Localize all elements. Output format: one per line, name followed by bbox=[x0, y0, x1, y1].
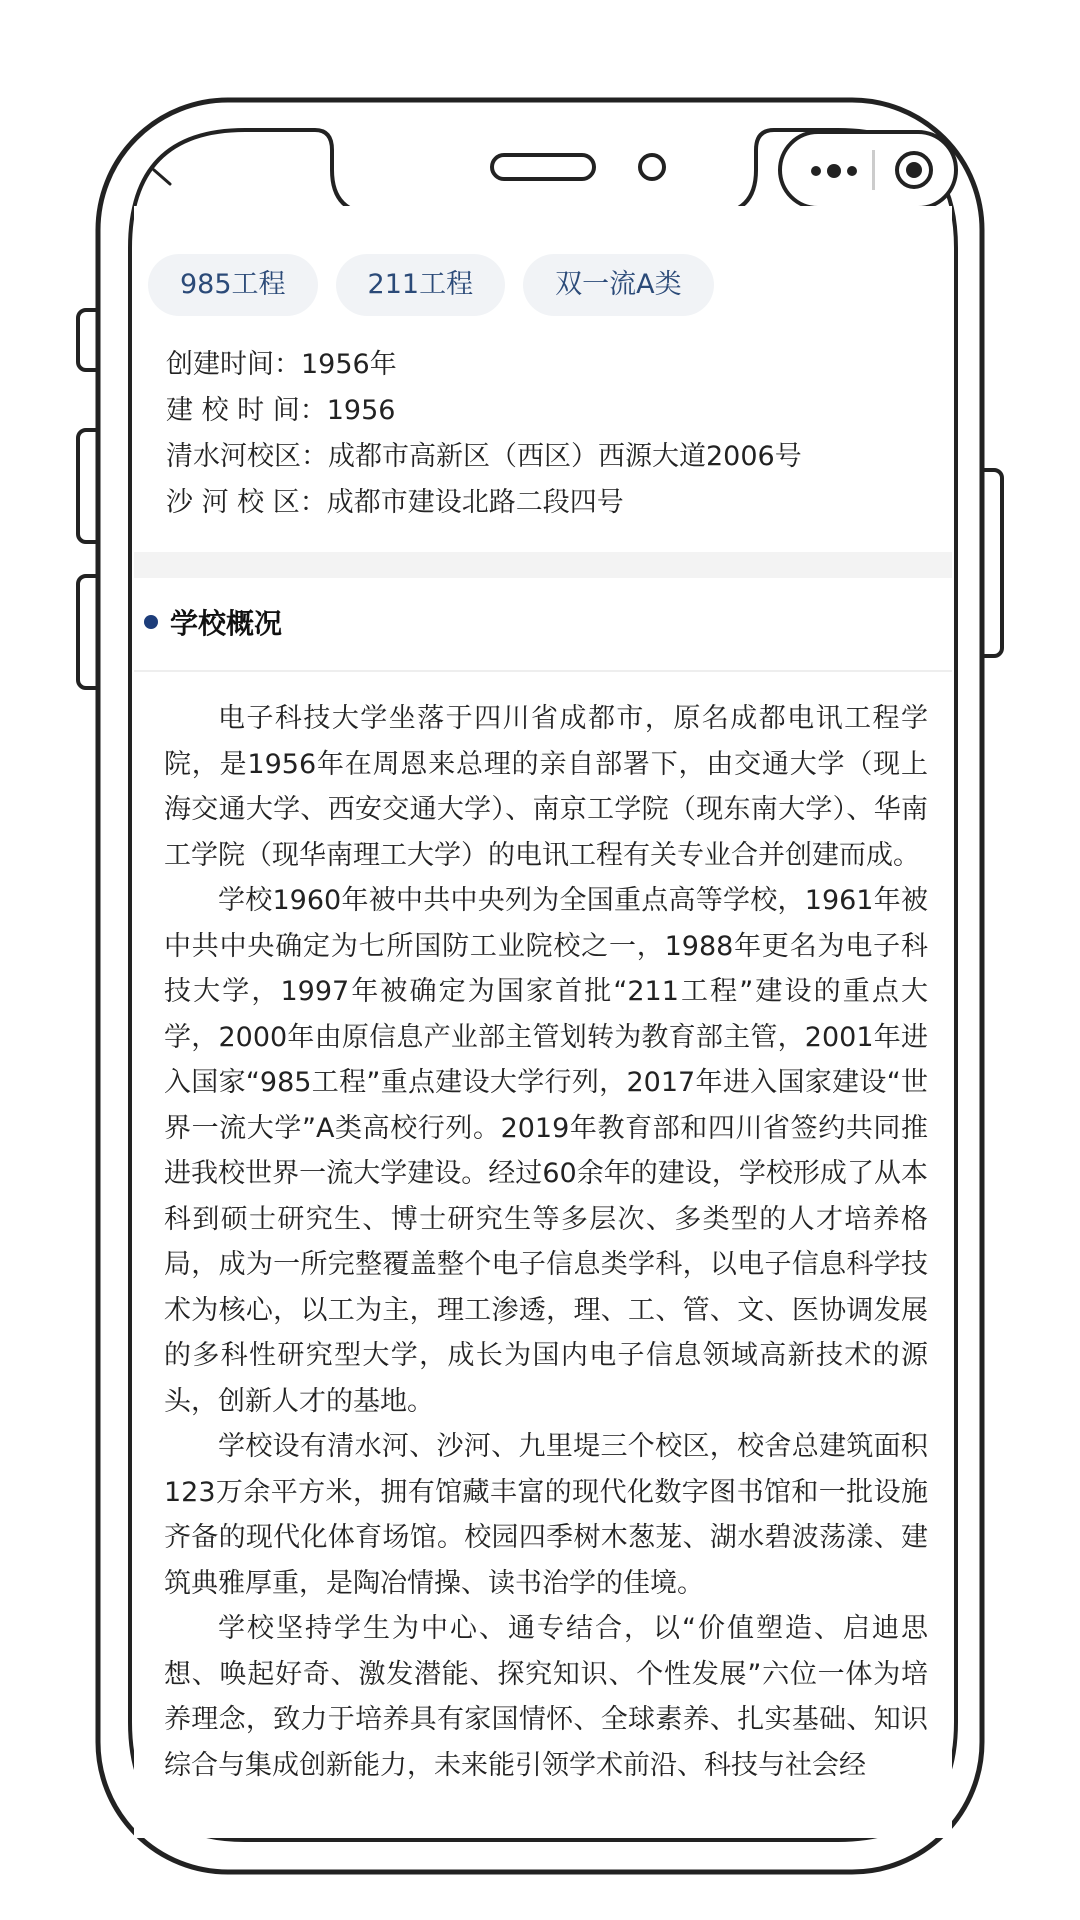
screen-content bbox=[134, 206, 952, 1838]
info-value: 成都市高新区（西区）西源大道2006号 bbox=[328, 441, 802, 472]
section-divider bbox=[134, 670, 952, 672]
capsule-divider bbox=[872, 150, 875, 190]
info-row-established bbox=[166, 388, 946, 434]
section-title: 学校概况 bbox=[170, 607, 283, 640]
info-value: 1956年 bbox=[301, 349, 397, 380]
info-value: 成都市建设北路二段四号 bbox=[326, 487, 624, 518]
speaker-grille bbox=[492, 155, 594, 179]
menu-capsule bbox=[778, 130, 958, 210]
paragraph: 学校设有清水河、沙河、九里堤三个校区，校舍总建筑面积123万余平方米，拥有馆藏丰富的现代化数字图书馆和一批设施齐备的现代化体育场馆。校园四季树木葱茏、湖水碧波荡漾、建筑典雅厚重，是陶冶情操、读书治学的佳境。 bbox=[164, 1431, 928, 1599]
school-info bbox=[166, 342, 946, 526]
chevron-left-icon[interactable] bbox=[150, 168, 174, 192]
info-row-qingshuihe-campus bbox=[166, 434, 946, 480]
front-camera bbox=[640, 155, 664, 179]
tag-list bbox=[148, 254, 714, 316]
info-label: 沙 河 校 区： bbox=[166, 487, 327, 518]
paragraph: 学校坚持学生为中心、通专结合，以“价值塑造、启迪思想、唤起好奇、激发潜能、探究知识、个性发展”六位一体为培养理念，致力于培养具有家国情怀、全球素养、扎实基础、知识综合与集成创新能力，未来能引领学术前沿、科技与社会经 bbox=[164, 1613, 928, 1781]
info-row-shahe-campus bbox=[166, 480, 946, 526]
section-header bbox=[144, 598, 282, 646]
section-separator bbox=[134, 552, 952, 578]
info-label: 清水河校区： bbox=[166, 441, 328, 472]
info-value: 1956 bbox=[326, 395, 396, 426]
tag-double-first-class[interactable]: 双一流A类 bbox=[523, 254, 713, 316]
info-label: 建 校 时 间： bbox=[166, 395, 327, 426]
info-label: 创建时间： bbox=[166, 349, 301, 380]
bullet-dot-icon bbox=[144, 615, 158, 629]
tag-211[interactable]: 211工程 bbox=[336, 254, 506, 316]
school-overview-text bbox=[164, 696, 928, 1788]
more-dots-icon[interactable] bbox=[808, 156, 860, 186]
paragraph: 电子科技大学坐落于四川省成都市，原名成都电讯工程学院，是1956年在周恩来总理的亲自部署下，由交通大学（现上海交通大学、西安交通大学）、南京工学院（现东南大学）、华南工学院（现华南理工大学）的电讯工程有关专业合并创建而成。 bbox=[164, 703, 928, 871]
paragraph: 学校1960年被中共中央列为全国重点高等学校，1961年被中共中央确定为七所国防工业院校之一，1988年更名为电子科技大学，1997年被确定为国家首批“211工程”建设的重点大学，2000年由原信息产业部主管划转为教育部主管，2001年进入国家“985工程”重点建设大学行列，2017年进入国家建设“世界一流大学”A类高校行列。2019年教育部和四川省签约共同推进我校世界一流大学建设。经过60余年的建设，学校形成了从本科到硕士研究生、博士研究生等多层次、多类型的人才培养格局，成为一所完整覆盖整个电子信息类学科，以电子信息科学技术为核心，以工为主，理工渗透，理、工、管、文、医协调发展的多科性研究型大学，成长为国内电子信息领域高新技术的源头，创新人才的基地。 bbox=[164, 885, 928, 1417]
info-row-founded bbox=[166, 342, 946, 388]
target-circle-icon[interactable] bbox=[892, 148, 936, 192]
tag-985[interactable]: 985工程 bbox=[148, 254, 318, 316]
